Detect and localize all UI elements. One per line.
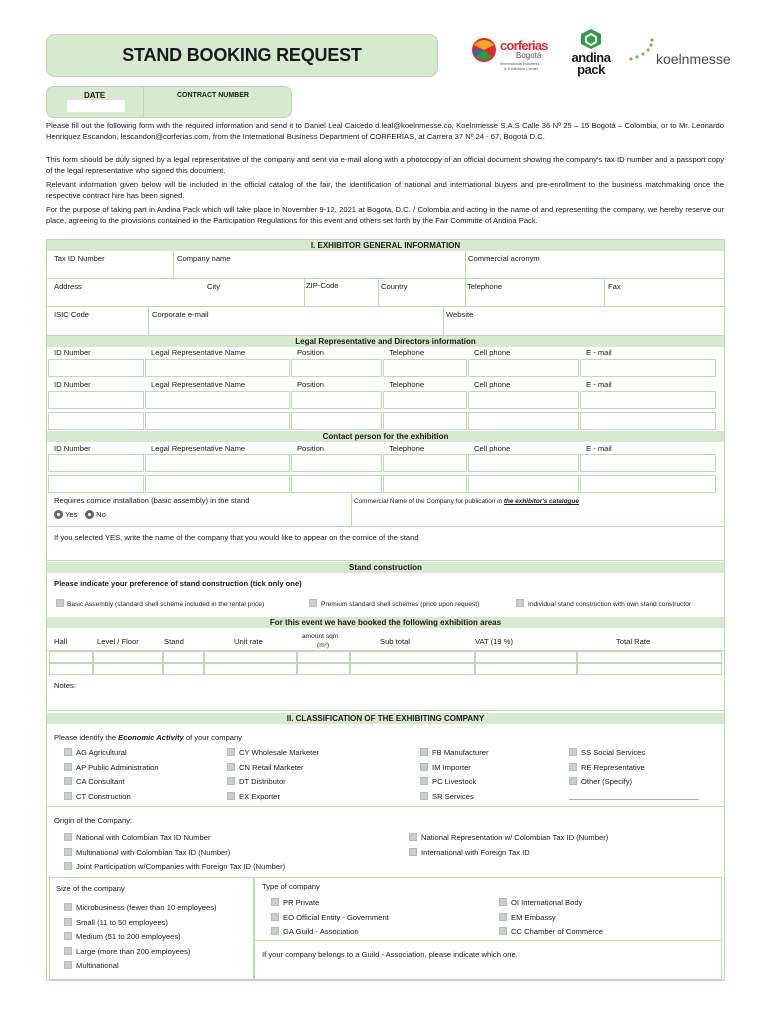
area-cell[interactable]	[350, 663, 475, 675]
area-cell[interactable]	[577, 663, 722, 675]
koelnmesse-logo	[628, 38, 731, 72]
cornice-yes-instruction: If you selected YES, write the name of the company that you would like to appear on the cornice of the stand	[54, 533, 419, 542]
corferias-wordmark: corferias	[500, 38, 548, 53]
cornice-question: Requires cornice installation (basic assembly) in the stand	[54, 496, 250, 505]
size-option: Multinational	[76, 961, 119, 970]
andina-pack-logo	[566, 28, 616, 80]
col-label-1: Legal Representative Name	[151, 348, 246, 357]
col-label-5: E - mail	[586, 348, 612, 357]
amount-sqm-unit: (m²)	[317, 642, 330, 649]
col-label-4: Cell phone	[474, 444, 511, 453]
econ-option: PC Livestock	[432, 777, 477, 786]
radio-icon	[54, 510, 63, 519]
checkbox[interactable]	[499, 898, 507, 906]
stand-option-individual: Individual stand construction with own stand constructor	[528, 601, 692, 608]
checkbox[interactable]	[271, 927, 279, 935]
checkbox[interactable]	[420, 748, 428, 756]
catalog-pre: Commercial Name of the Company for publication in	[354, 498, 504, 505]
econ-option: IM Importer	[432, 762, 471, 772]
legal-rep-cell[interactable]	[468, 412, 579, 430]
yes-label: Yes	[64, 510, 78, 519]
econ-pre: Please identify the	[54, 733, 119, 742]
divider	[255, 940, 721, 941]
econ-option: RE Representative	[581, 762, 645, 772]
size-option: Large (more than 200 employees)	[76, 946, 191, 956]
legal-rep-cell[interactable]	[291, 359, 382, 377]
col-label-0: ID Number	[54, 444, 91, 453]
col-label-0: ID Number	[54, 348, 91, 357]
origin-option: Joint Participation w/Companies with Foreign Tax ID (Number)	[76, 862, 286, 871]
checkbox[interactable]	[64, 792, 72, 800]
econ-emphasis: Economic Activity	[118, 733, 184, 742]
contact-cell[interactable]	[291, 454, 382, 472]
area-cell[interactable]	[49, 651, 93, 663]
date-field[interactable]	[67, 100, 125, 112]
checkbox[interactable]	[420, 777, 428, 785]
area-cell[interactable]	[204, 663, 297, 675]
type-option: EO Official Entity - Government	[283, 912, 389, 922]
area-cell[interactable]	[163, 651, 204, 663]
col-label-2-5: E - mail	[586, 380, 612, 389]
checkbox[interactable]	[271, 913, 279, 921]
fax-label: Fax	[608, 282, 621, 291]
contact-cell[interactable]	[580, 475, 716, 493]
area-cell[interactable]	[49, 663, 93, 675]
website-label: Website	[446, 310, 474, 319]
legal-rep-cell[interactable]	[145, 412, 290, 430]
divider	[465, 279, 466, 307]
area-cell[interactable]	[297, 651, 350, 663]
econ-option: CN Retail Marketer	[239, 762, 304, 772]
legal-rep-cell[interactable]	[383, 359, 467, 377]
vat-col: VAT (19 %)	[475, 637, 513, 646]
legal-rep-cell[interactable]	[48, 412, 144, 430]
radio-icon	[85, 510, 94, 519]
zip-label: ZIP-Code	[306, 281, 339, 290]
area-cell[interactable]	[475, 651, 577, 663]
subtotal-col: Sub total	[380, 637, 410, 646]
origin-option: National with Colombian Tax ID Number	[76, 833, 211, 842]
corferias-tagline-1: International Business	[500, 61, 540, 66]
area-cell[interactable]	[577, 651, 722, 663]
type-option: OI International Body	[511, 898, 583, 907]
econ-option: CA Consultant	[76, 777, 125, 786]
col-label-4: Cell phone	[474, 348, 511, 357]
corferias-logo	[470, 33, 550, 79]
intro-paragraph-3: Relevant information given below will be included in the official catalog of the fair, the identification of national and international buyers and pre-enrollment to the business matchmaking once the respective contract hire has been signed.	[46, 180, 724, 200]
country-label: Country	[381, 282, 408, 291]
checkbox[interactable]	[64, 848, 72, 856]
checkbox[interactable]	[420, 763, 428, 771]
size-option: Medium (51 to 200 employees)	[76, 932, 181, 941]
no-label: No	[96, 510, 106, 519]
col-label-5: E - mail	[586, 444, 612, 453]
checkbox[interactable]	[64, 947, 72, 955]
contact-cell[interactable]	[580, 454, 716, 472]
checkbox[interactable]	[409, 848, 417, 856]
booking-form	[46, 239, 725, 981]
econ-option: CY Wholesale Marketer	[239, 748, 320, 757]
origin-title: Origin of the Company:	[54, 816, 133, 825]
area-cell[interactable]	[297, 663, 350, 675]
econ-option: AP Public Administration	[76, 762, 159, 772]
col-label-2-1: Legal Representative Name	[151, 380, 246, 389]
legal-rep-title: Legal Representative and Directors information	[47, 336, 724, 347]
checkbox[interactable]	[64, 862, 72, 870]
checkbox[interactable]	[64, 748, 72, 756]
contract-number-label: CONTRACT NUMBER	[177, 92, 249, 99]
section-1-title: I. EXHIBITOR GENERAL INFORMATION	[47, 240, 724, 251]
stand-preference-label: Please indicate your preference of stand construction (tick only one)	[54, 579, 302, 588]
divider	[173, 251, 174, 279]
divider	[47, 806, 724, 807]
divider	[378, 279, 379, 307]
contact-cell[interactable]	[48, 475, 144, 493]
cornice-no-option[interactable]	[85, 510, 106, 519]
divider	[443, 307, 444, 336]
size-option: Microbusiness (fewer than 10 employees)	[76, 903, 217, 912]
unit-rate-col: Unit rate	[234, 637, 263, 646]
divider	[465, 251, 466, 279]
legal-rep-cell[interactable]	[580, 359, 716, 377]
divider	[148, 307, 149, 336]
type-option: PR Private	[283, 898, 320, 907]
checkbox[interactable]	[64, 777, 72, 785]
col-label-1: Legal Representative Name	[151, 444, 246, 453]
area-cell[interactable]	[350, 651, 475, 663]
econ-post: of your company	[183, 733, 242, 742]
stand-option-premium: Premium standard shell schemes (price upon request)	[321, 601, 480, 608]
legal-rep-cell[interactable]	[48, 391, 144, 409]
contact-cell[interactable]	[383, 454, 467, 472]
title-box	[46, 34, 438, 77]
andina-hex-icon	[579, 28, 603, 50]
origin-option: International with Foreign Tax ID	[421, 847, 530, 857]
corporate-email-label: Corporate e-mail	[152, 310, 209, 319]
size-title: Size of the company	[56, 884, 125, 893]
legal-rep-cell[interactable]	[291, 391, 382, 409]
econ-option: DT Distributor	[239, 777, 286, 786]
intro-paragraph-4: For the purpose of taking part in Andina Pack which will take place in November 9-12, 2021 at Bogota, D.C. / Colombia and acting in the name of and representing the company, we hereby reserve our place, agreeing to the provisions contained in the Participation Regulations for this event and others set forth by the Fair Committe of Andina Pack.	[46, 205, 724, 225]
acronym-label: Commercial acronym	[468, 254, 540, 263]
area-cell[interactable]	[475, 663, 577, 675]
divider	[304, 279, 305, 307]
checkbox[interactable]	[271, 898, 279, 906]
city-label: City	[207, 282, 221, 291]
economic-activity-label	[54, 733, 242, 742]
legal-rep-cell[interactable]	[383, 391, 467, 409]
legal-rep-cell[interactable]	[145, 359, 290, 377]
legal-rep-cell[interactable]	[145, 391, 290, 409]
col-label-2-4: Cell phone	[474, 380, 511, 389]
isic-label: ISIC Code	[54, 310, 90, 319]
notes-label: Notes:	[54, 681, 76, 690]
stand-construction-title: Stand construction	[47, 562, 724, 573]
area-cell[interactable]	[163, 663, 204, 675]
checkbox[interactable]	[420, 792, 428, 800]
cornice-yes-option[interactable]	[54, 510, 77, 519]
intro-paragraph-2: This form should be duly signed by a legal representative of the company and sent via e-mail along with a photocopy of an official document showing the company's tax ID number and a passport copy of the legal representative who signed this document.	[46, 155, 724, 175]
checkbox[interactable]	[227, 777, 235, 785]
origin-option: Multinational with Colombian Tax ID (Number)	[76, 847, 231, 857]
col-label-3: Telephone	[389, 348, 425, 357]
checkbox[interactable]	[227, 763, 235, 771]
date-contract-box	[46, 86, 292, 118]
econ-option: AG Agricultural	[76, 748, 127, 757]
checkbox[interactable]	[569, 763, 577, 771]
andina-line-2: pack	[577, 62, 605, 77]
legal-rep-cell[interactable]	[580, 412, 716, 430]
col-label-2: Position	[297, 444, 325, 453]
checkbox[interactable]	[64, 903, 72, 911]
econ-option: SS Social Services	[581, 748, 646, 757]
notes-row[interactable]	[47, 675, 724, 711]
hall-col: Hall	[54, 637, 68, 646]
divider	[351, 493, 352, 527]
other-specify-line[interactable]	[569, 799, 699, 800]
contact-cell[interactable]	[468, 475, 579, 493]
checkbox[interactable]	[499, 913, 507, 921]
contact-cell[interactable]	[145, 454, 290, 472]
area-cell[interactable]	[93, 663, 163, 675]
econ-option: SR Services	[432, 791, 474, 801]
checkbox[interactable]	[64, 918, 72, 926]
corferias-tagline-2: & Exhibition Center	[504, 66, 539, 71]
exhibition-areas-title: For this event we have booked the following exhibition areas	[47, 617, 724, 628]
contact-title: Contact person for the exhibition	[47, 431, 724, 442]
tax-id-label: Tax ID Number	[54, 254, 105, 263]
col-label-2-3: Telephone	[389, 380, 425, 389]
type-option: EM Embassy	[511, 912, 556, 922]
company-name-label: Company name	[177, 254, 231, 263]
legal-rep-cell[interactable]	[468, 359, 579, 377]
econ-option: CT Construction	[76, 791, 131, 801]
contact-cell[interactable]	[291, 475, 382, 493]
area-cell[interactable]	[93, 651, 163, 663]
page-title: STAND BOOKING REQUEST	[122, 45, 362, 65]
guild-label: If your company belongs to a Guild - Association, please indicate which one.	[262, 950, 518, 959]
checkbox[interactable]	[309, 599, 317, 607]
legal-rep-cell[interactable]	[291, 412, 382, 430]
econ-option: Other (Specify)	[581, 777, 633, 786]
stand-col: Stand	[164, 637, 184, 646]
stand-option-basic: Basic Assembly (standard shell scheme included in the rental price)	[67, 601, 265, 608]
contact-cell[interactable]	[468, 454, 579, 472]
col-label-2-2: Position	[297, 380, 325, 389]
catalog-emphasis: the exhibitor's catalogue	[503, 498, 579, 505]
contact-cell[interactable]	[383, 475, 467, 493]
telephone-label: Telephone	[467, 282, 503, 291]
size-option: Small (11 to 50 employees)	[76, 917, 168, 927]
date-label: DATE	[84, 91, 106, 100]
koelnmesse-dots-icon	[628, 38, 656, 68]
checkbox[interactable]	[569, 748, 577, 756]
checkbox[interactable]	[64, 833, 72, 841]
section-2-title: II. CLASSIFICATION OF THE EXHIBITING COMPANY	[47, 713, 724, 724]
legal-rep-cell[interactable]	[383, 412, 467, 430]
checkbox[interactable]	[516, 599, 524, 607]
type-title: Type of company	[262, 882, 320, 891]
checkbox[interactable]	[409, 833, 417, 841]
level-col: Level / Floor	[97, 637, 139, 646]
divider	[604, 279, 605, 307]
legal-rep-cell[interactable]	[468, 391, 579, 409]
total-rate-col: Total Rate	[616, 637, 651, 646]
andina-line-1: andina	[571, 50, 611, 65]
econ-option: FB Manufacturer	[432, 748, 489, 757]
area-cell[interactable]	[204, 651, 297, 663]
intro-paragraph-1: Please fill out the following form with the required information and send it to Daniel Leal Caicedo d.leal@koelnmesse.co, Koelnmesse S.A.S Calle 36 Nº 25 – 15 Bogotá – Colombia, or to Mr. Leonardo Henriquez Escandon, lescandon@corferias.com, from the International Business Department of CORFERIAS, at Carrera 37 Nº 24 - 67, Bogotá D.C.	[46, 121, 724, 141]
address-label: Address	[54, 282, 82, 291]
checkbox[interactable]	[56, 599, 64, 607]
checkbox[interactable]	[64, 763, 72, 771]
col-label-2: Position	[297, 348, 325, 357]
contact-cell[interactable]	[145, 475, 290, 493]
checkbox[interactable]	[64, 932, 72, 940]
divider	[143, 87, 144, 117]
form-row	[47, 251, 724, 279]
legal-rep-cell[interactable]	[580, 391, 716, 409]
checkbox[interactable]	[499, 927, 507, 935]
contact-cell[interactable]	[48, 454, 144, 472]
legal-rep-cell[interactable]	[48, 359, 144, 377]
checkbox[interactable]	[569, 777, 577, 785]
koelnmesse-wordmark: koelnmesse	[656, 51, 731, 67]
catalog-name-label	[354, 497, 579, 506]
col-label-2-0: ID Number	[54, 380, 91, 389]
checkbox[interactable]	[227, 748, 235, 756]
type-option: GA Guild - Association	[283, 927, 359, 936]
econ-option: EX Exporter	[239, 791, 280, 801]
corferias-sub: Bogotá	[516, 51, 542, 60]
checkbox[interactable]	[227, 792, 235, 800]
amount-sqm-col: amount sqm	[302, 633, 339, 640]
type-option: CC Chamber of Commerce	[511, 927, 603, 936]
origin-option: National Representation w/ Colombian Tax ID (Number)	[421, 833, 609, 842]
checkbox[interactable]	[64, 961, 72, 969]
col-label-3: Telephone	[389, 444, 425, 453]
